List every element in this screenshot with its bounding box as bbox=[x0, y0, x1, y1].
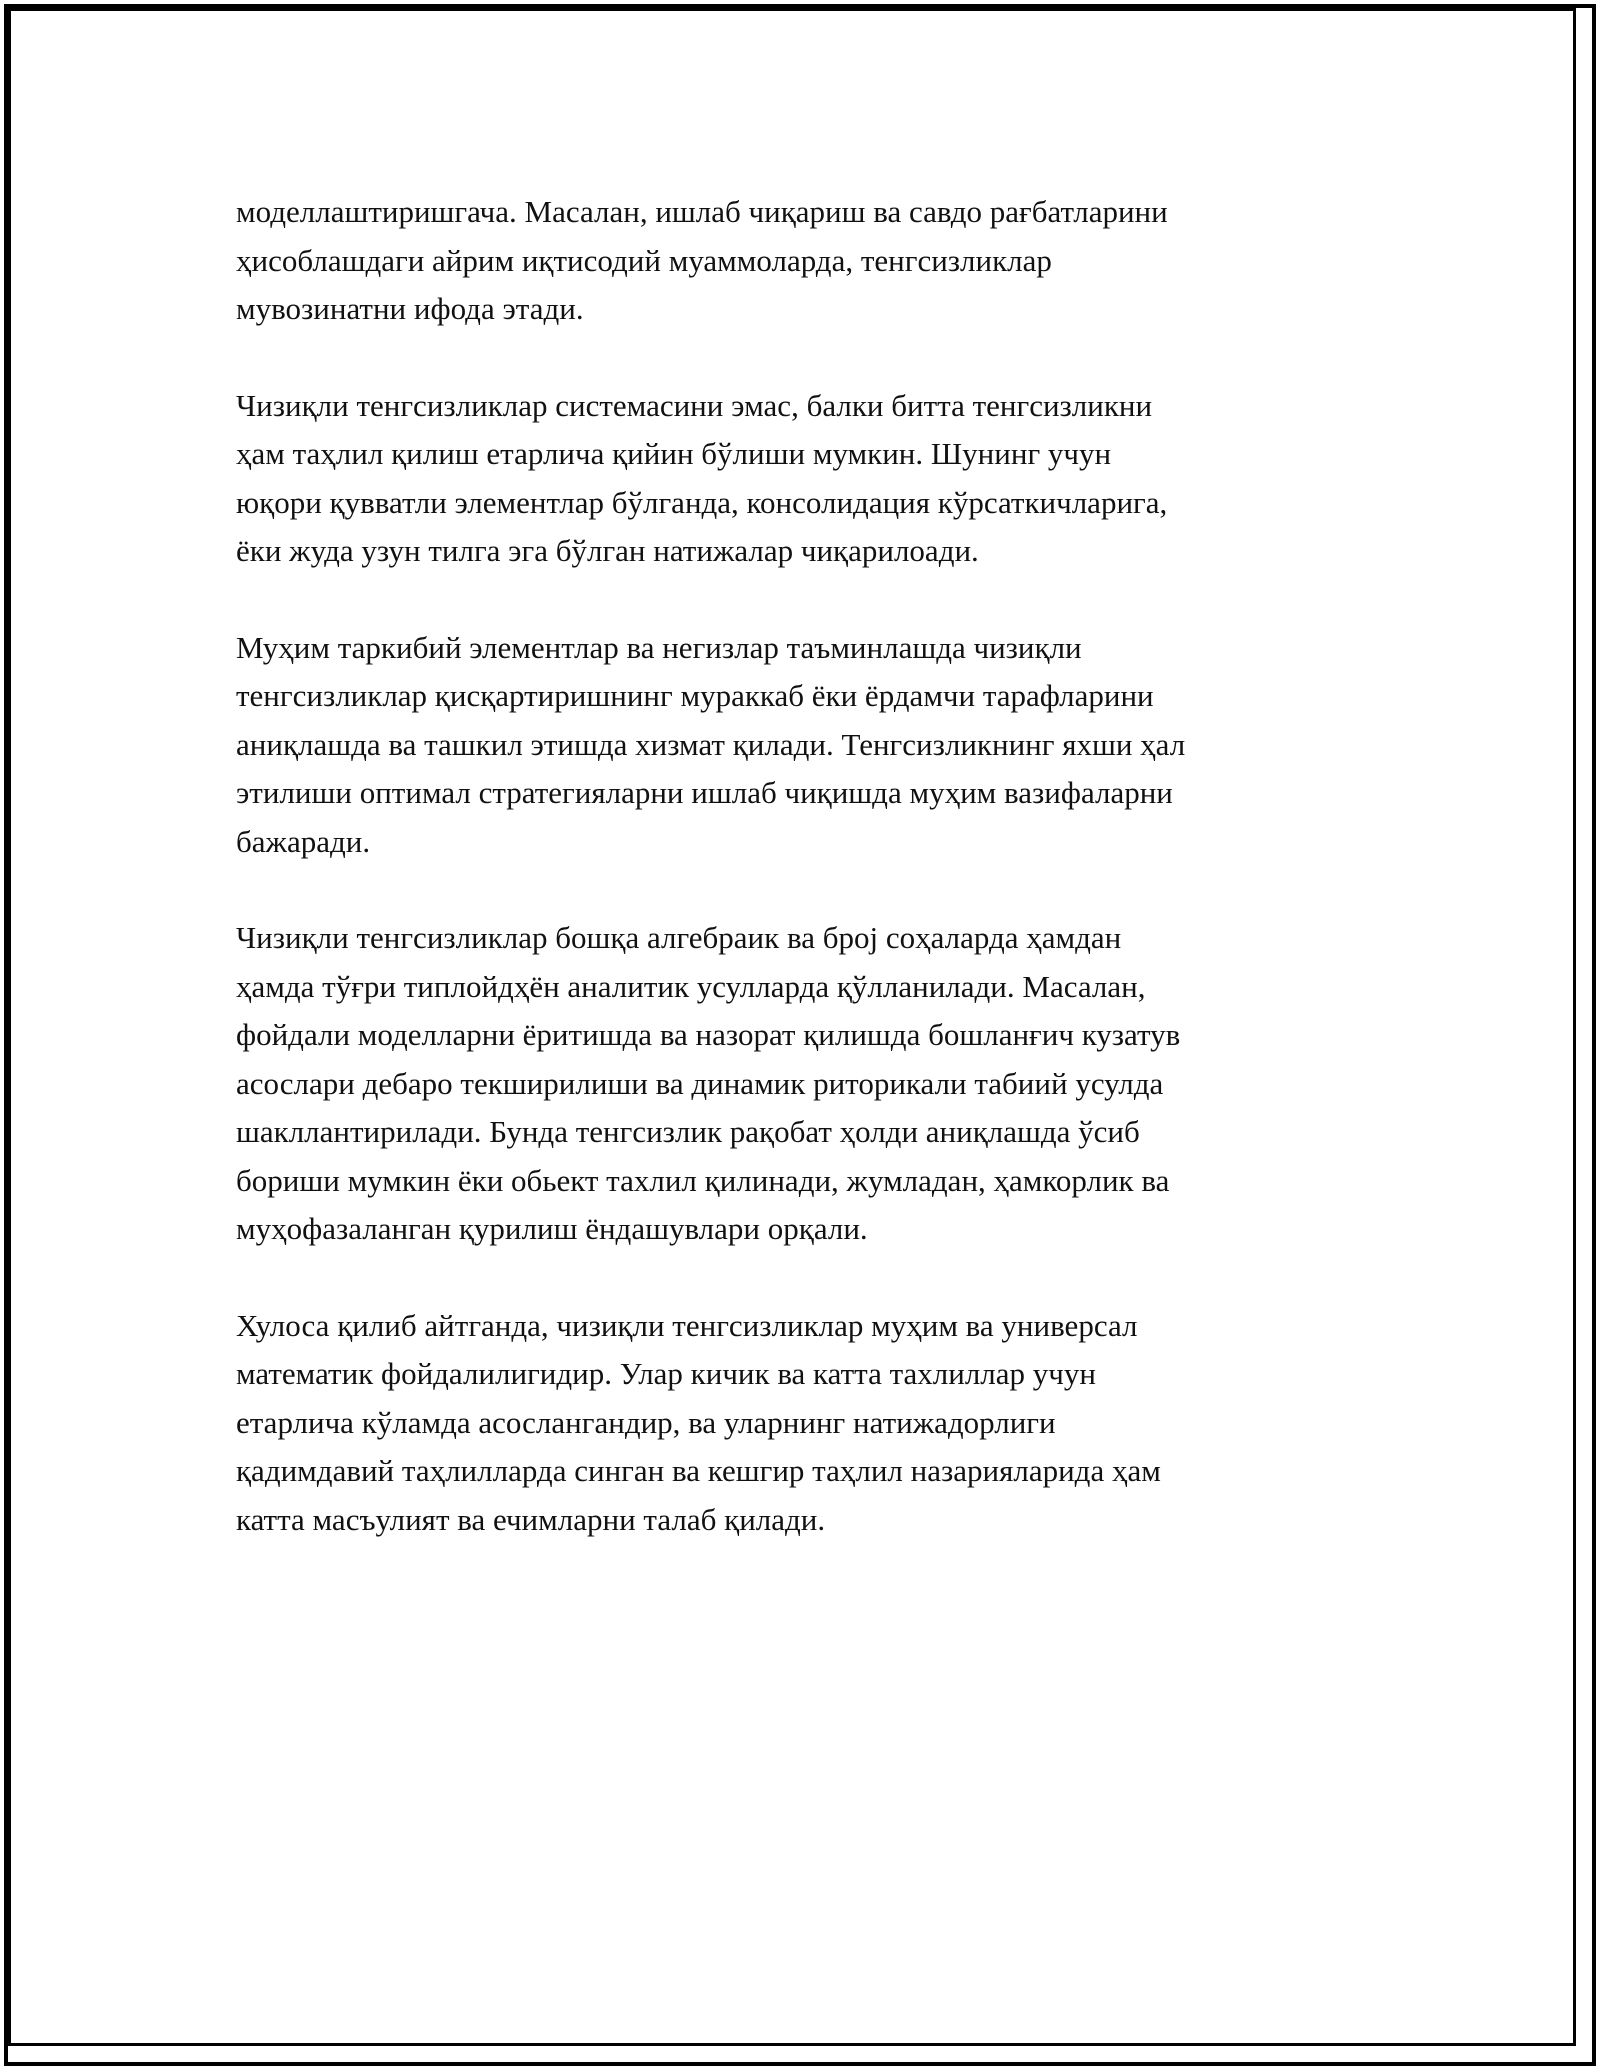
text-line: ёки жуда узун тилга эга бўлган натижалар чиқарилоади. bbox=[236, 533, 979, 568]
text-line: моделлаштиришгача. Масалан, ишлаб чиқариш ва савдо рағбатларини bbox=[236, 194, 1168, 229]
text-line: муҳофазаланган қурилиш ёндашувлари орқали. bbox=[236, 1211, 868, 1246]
text-line: аниқлашда ва ташкил этишда хизмат қилади. Тенгсизликнинг яхши ҳал bbox=[236, 726, 1186, 762]
text-line: математик фойдалилигидир. Улар кичик ва катта тахлиллар учун bbox=[236, 1356, 1096, 1391]
text-line: мувозинатни ифода этади. bbox=[236, 291, 584, 326]
paragraph-2 bbox=[236, 382, 1376, 576]
text-line: этилиши оптимал стратегияларни ишлаб чиқишда муҳим вазифаларни bbox=[236, 775, 1173, 810]
text-line: қадимдавий таҳлилларда синган ва кешгир таҳлил назарияларида ҳам bbox=[236, 1453, 1161, 1488]
text-line: катта масъулият ва ечимларни талаб қилади. bbox=[236, 1501, 826, 1537]
text-line: ҳам таҳлил қилиш етарлича қийин бўлиши мумкин. Шунинг учун bbox=[236, 436, 1112, 471]
paragraph-5 bbox=[236, 1302, 1376, 1545]
paragraph-1 bbox=[236, 188, 1376, 334]
text-line: бориши мумкин ёки обьект тахлил қилинади, жумладан, ҳамкорлик ва bbox=[236, 1162, 1170, 1198]
document-body bbox=[236, 188, 1376, 1592]
text-line: фойдали моделларни ёритишда ва назорат қилишда бошланғич кузатув bbox=[236, 1017, 1181, 1052]
text-line: тенгсизликлар қисқартиришнинг мураккаб ёки ёрдамчи тарафларини bbox=[236, 678, 1154, 713]
text-line: асослари дебаро текширилиши ва динамик риторикали табиий усулда bbox=[236, 1065, 1164, 1101]
text-line: Хулоса қилиб айтганда, чизиқли тенгсизликлар муҳим ва универсал bbox=[236, 1307, 1138, 1343]
text-line: шакллантирилади. Бунда тенгсизлик рақобат ҳолди аниқлашда ўсиб bbox=[236, 1114, 1140, 1149]
text-line: етарлича кўламда асослангандир, ва уларнинг натижадорлиги bbox=[236, 1404, 1056, 1440]
text-line: юқори қувватли элементлар бўлганда, консолидация кўрсаткичларига, bbox=[236, 484, 1168, 520]
paragraph-4 bbox=[236, 914, 1376, 1254]
text-line: ҳисоблашдаги айрим иқтисодий муаммоларда, тенгсизликлар bbox=[236, 242, 1052, 278]
text-line: ҳамда тўғри типлойдҳён аналитик усулларда қўлланилади. Масалан, bbox=[236, 968, 1146, 1004]
text-line: Чизиқли тенгсизликлар системасини эмас, балки битта тенгсизликни bbox=[236, 387, 1153, 423]
text-line: Чизиқли тенгсизликлар бошқа алгебраик ва број соҳаларда ҳамдан bbox=[236, 920, 1122, 955]
text-line: Муҳим таркибий элементлар ва негизлар таъминлашда чизиқли bbox=[236, 629, 1082, 665]
paragraph-3 bbox=[236, 624, 1376, 867]
text-line: бажаради. bbox=[236, 823, 371, 859]
